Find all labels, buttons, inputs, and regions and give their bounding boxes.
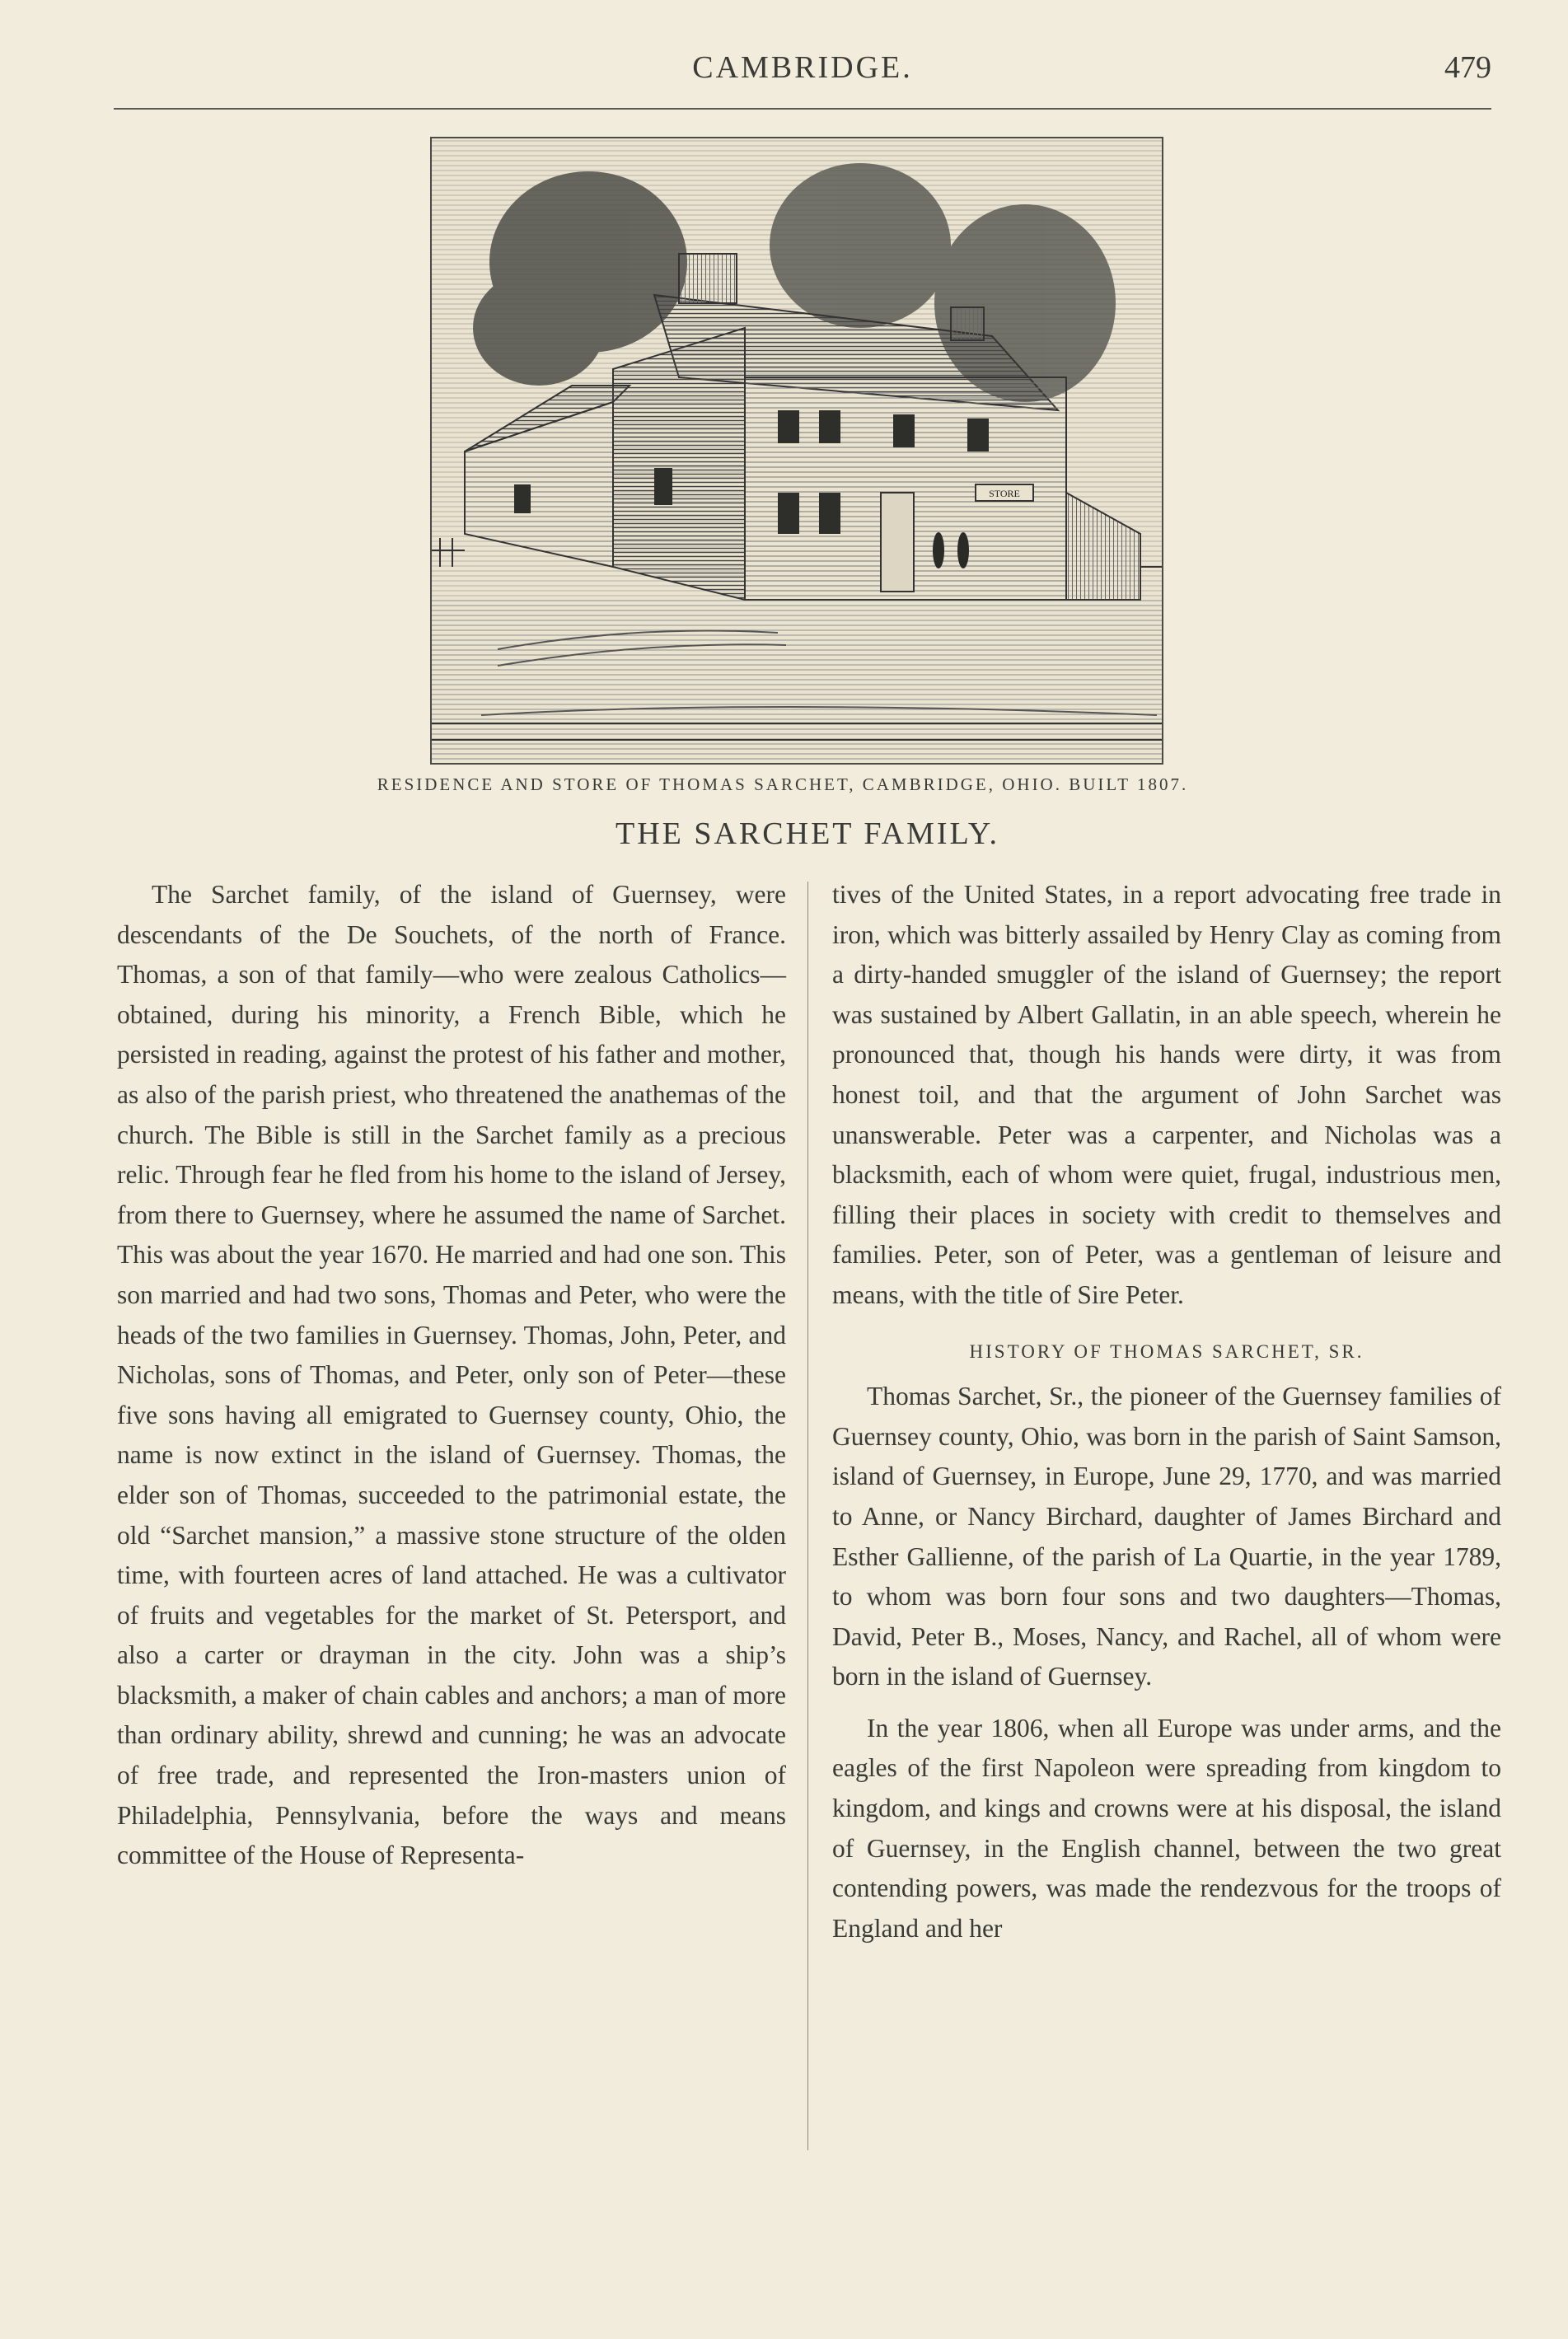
subheading: HISTORY OF THOMAS SARCHET, SR. bbox=[969, 1340, 1364, 1362]
page-header bbox=[114, 43, 1491, 92]
right-column bbox=[832, 875, 1501, 1948]
store-sign-text: STORE bbox=[989, 488, 1020, 499]
section-title: THE SARCHET FAMILY. bbox=[615, 816, 999, 851]
house-engraving bbox=[432, 138, 1162, 763]
header-rule bbox=[114, 108, 1491, 110]
page-number: 479 bbox=[1444, 50, 1491, 85]
paragraph: The Sarchet family, of the island of Guernsey, were descendants of the De Souchets, of the north of France. Thomas, a son of that family—who were zealous Catholics—obtained, during his minority, a French Bible, which he persisted in reading, against the protest of his father and mother, as also of the parish priest, who threatened the anathemas of the church. The Bible is still in the Sarchet family as a precious relic. Through fear he fled from his home to the island of Jersey, from there to Guernsey, where he assumed the name of Sarchet. This was about the year 1670. He married and had one son. This son married and had two sons, Thomas and Peter, who were the heads of the two families in Guernsey. Thomas, John, Peter, and Nicholas, sons of Thomas, and Peter, only son of Peter—these five sons having all emigrated to Guernsey county, Ohio, the name is now extinct in the island of Guernsey. Thomas, the elder son of Thomas, succeeded to the patrimonial estate, the old “Sarchet mansion,” a massive stone structure of the olden time, with fourteen acres of land attached. He was a cultivator of fruits and vegetables for the market of St. Petersport, and also a carter or drayman in the city. John was a ship’s blacksmith, a maker of chain cables and anchors; a man of more than ordinary ability, shrewd and cunning; he was an advocate of free trade, and represented the Iron-masters union of Philadelphia, Pennsylvania, before the ways and means committee of the House of Representa- bbox=[117, 880, 786, 1870]
figure-caption: RESIDENCE AND STORE OF THOMAS SARCHET, CAMBRIDGE, OHIO. BUILT 1807. bbox=[377, 774, 1189, 794]
running-title: CAMBRIDGE. bbox=[692, 50, 913, 85]
left-column bbox=[117, 875, 786, 1876]
paragraph: In the year 1806, when all Europe was under arms, and the eagles of the first Napoleon were spreading from kingdom to kingdom, and kings and crowns were at his disposal, the island of Guernsey, in the English channel, between the two great contending powers, was made the rendezvous for the troops of England and her bbox=[832, 1713, 1501, 1943]
engraving-illustration bbox=[430, 137, 1163, 765]
paragraph: tives of the United States, in a report advocating free trade in iron, which was bitterly assailed by Henry Clay as coming from a dirty-handed smuggler of the island of Guernsey; the report was sustained by Albert Gallatin, in an able speech, wherein he pronounced that, though his hands were dirty, it was from honest toil, and that the argument of John Sarchet was unanswerable. Peter was a carpenter, and Nicholas was a blacksmith, each of whom were quiet, frugal, industrious men, filling their places in society with credit to themselves and families. Peter, son of Peter, was a gentleman of leisure and means, with the title of Sire Peter. bbox=[832, 880, 1501, 1309]
paragraph: Thomas Sarchet, Sr., the pioneer of the Guernsey families of Guernsey county, Ohio, was born in the parish of Saint Samson, island of Guernsey, in Europe, June 29, 1770, and was married to Anne, or Nancy Birchard, daughter of James Birchard and Esther Gallienne, of the parish of La Quartie, in the year 1789, to whom was born four sons and two daughters—Thomas, David, Peter B., Moses, Nancy, and Rachel, all of whom were born in the island of Guernsey. bbox=[832, 1382, 1501, 1691]
column-divider bbox=[807, 882, 808, 2150]
